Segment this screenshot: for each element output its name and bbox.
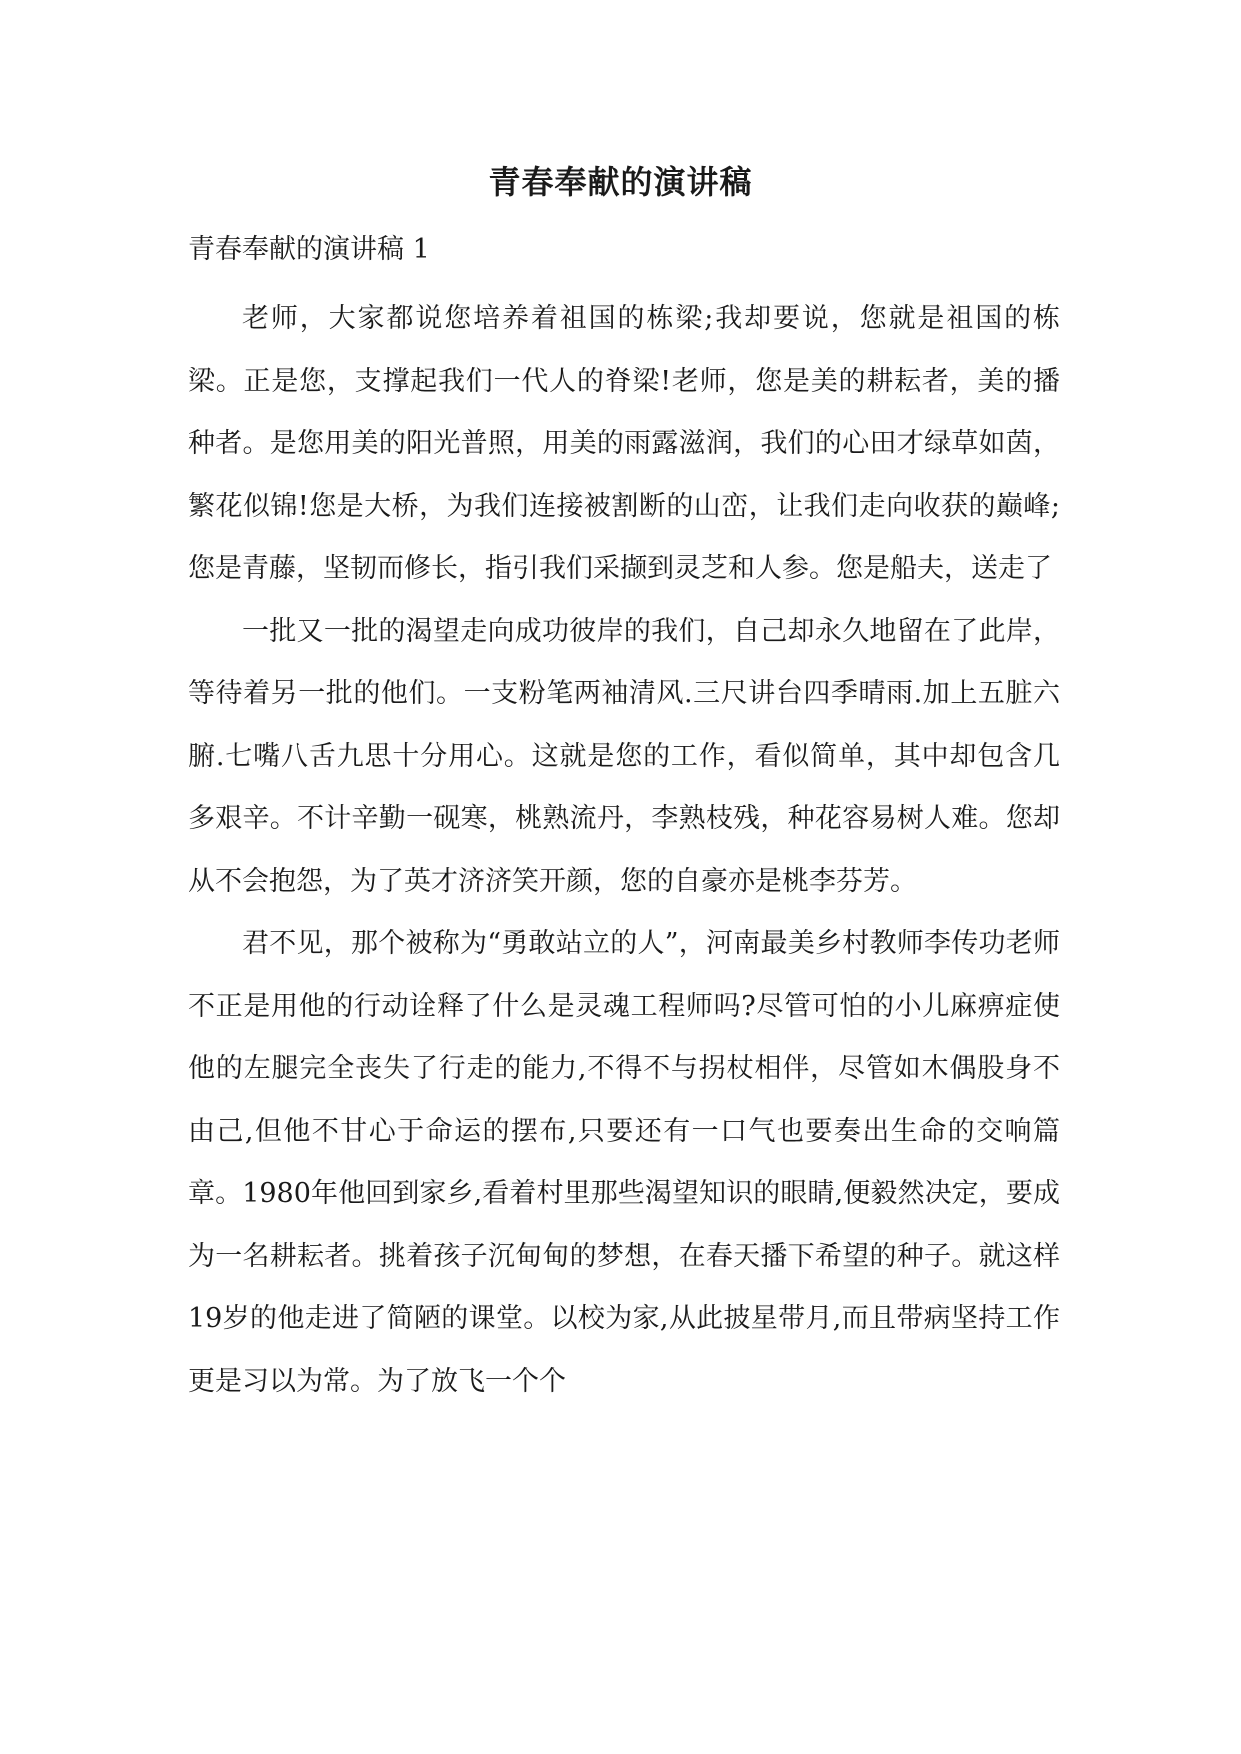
- paragraph-3: 君不见，那个被称为“勇敢站立的人”，河南最美乡村教师李传功老师不正是用他的行动诠释了什么是灵魂工程师吗?尽管可怕的小儿麻痹症使他的左腿完全丧失了行走的能力,不得不与拐杖相伴，尽管如木偶股身不由己,但他不甘心于命运的摆布,只要还有一口气也要奏出生命的交响篇章。1980年他回到家乡,看着村里那些渴望知识的眼睛,便毅然决定，要成为一名耕耘者。挑着孩子沉甸甸的梦想，在春天播下希望的种子。就这样19岁的他走进了简陋的课堂。以校为家,从此披星带月,而且带病坚持工作更是习以为常。为了放飞一个个: [188, 928, 1060, 1397]
- paragraph-2: 一批又一批的渴望走向成功彼岸的我们，自己却永久地留在了此岸，等待着另一批的他们。一支粉笔两袖清风.三尺讲台四季晴雨.加上五脏六腑.七嘴八舌九思十分用心。这就是您的工作，看似简单，其中却包含几多艰辛。不计辛勤一砚寒，桃熟流丹，李熟枝残，种花容易树人难。您却从不会抱怨，为了英才济济笑开颜，您的自豪亦是桃李芬芳。: [188, 615, 1060, 897]
- document-title: 青春奉献的演讲稿: [488, 163, 753, 201]
- document-body: [188, 288, 1060, 1413]
- paragraph-1: 老师，大家都说您培养着祖国的栋梁;我却要说，您就是祖国的栋梁。正是您，支撑起我们一代人的脊梁!老师，您是美的耕耘者，美的播种者。是您用美的阳光普照，用美的雨露滋润，我们的心田才绿草如茵，繁花似锦!您是大桥，为我们连接被割断的山峦，让我们走向收获的巅峰;您是青藤，坚韧而修长，指引我们采撷到灵芝和人参。您是船夫，送走了: [188, 303, 1060, 584]
- section-heading: 青春奉献的演讲稿 1: [188, 234, 430, 265]
